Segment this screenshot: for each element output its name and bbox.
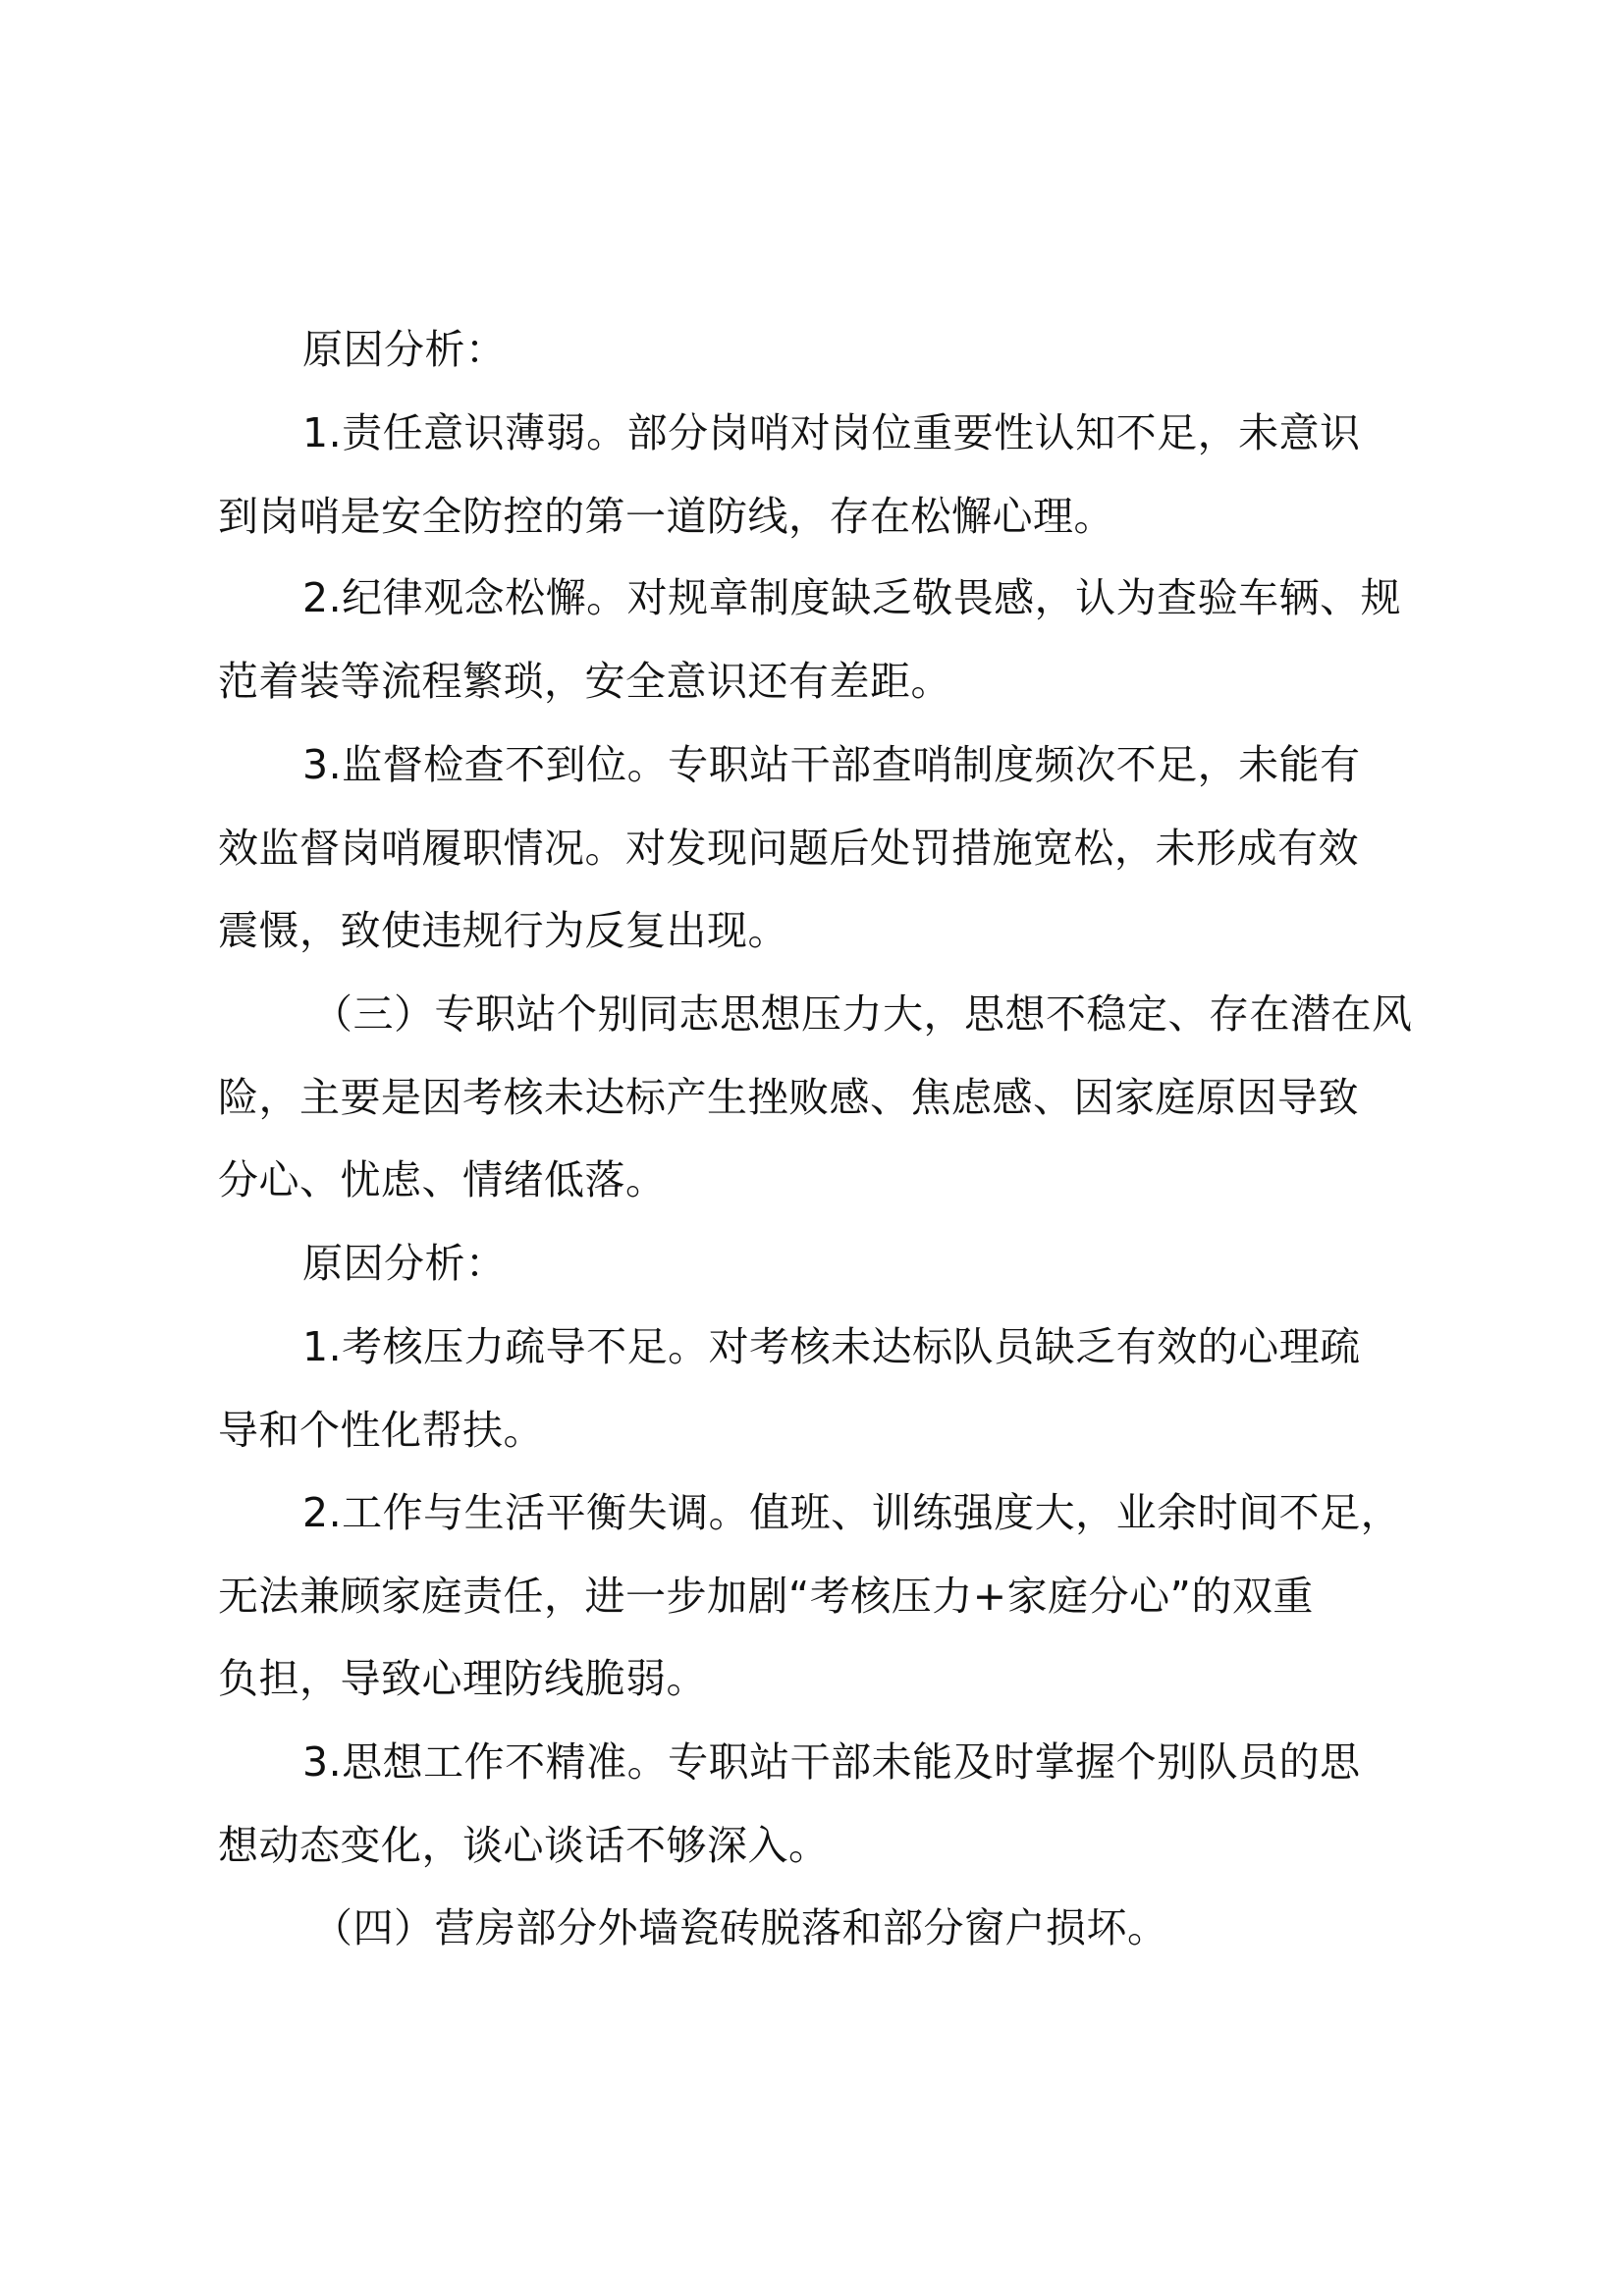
paragraph-line: 1.责任意识薄弱。部分岗哨对岗位重要性认知不足，未意识 [302,409,1361,456]
paragraph-line: 3.监督检查不到位。专职站干部查哨制度频次不足，未能有 [302,741,1361,788]
paragraph-line: 2.纪律观念松懈。对规章制度缺乏敬畏感，认为查验车辆、规 [302,574,1402,621]
paragraph-line: 导和个性化帮扶。 [218,1407,544,1454]
paragraph-line: 2.工作与生活平衡失调。值班、训练强度大，业余时间不足， [302,1489,1402,1536]
paragraph-line: 无法兼顾家庭责任，进一步加剧“考核压力+家庭分心”的双重 [218,1573,1314,1620]
heading-cause-analysis-2: 原因分析： [302,1240,507,1287]
paragraph-line: 震慑，致使违规行为反复出现。 [218,907,788,954]
heading-cause-analysis-1: 原因分析： [302,326,507,373]
paragraph-line: 险，主要是因考核未达标产生挫败感、焦虑感、因家庭原因导致 [218,1074,1359,1121]
paragraph-line: 效监督岗哨履职情况。对发现问题后处罚措施宽松，未形成有效 [218,825,1359,872]
paragraph-line: 1.考核压力疏导不足。对考核未达标队员缺乏有效的心理疏 [302,1323,1361,1370]
section-heading-3: （三）专职站个别同志思想压力大，思想不稳定、存在潜在风 [312,990,1413,1038]
section-heading-4: （四）营房部分外墙瓷砖脱落和部分窗户损坏。 [312,1904,1168,1951]
paragraph-line: 分心、忧虑、情绪低落。 [218,1156,667,1203]
paragraph-line: 负担，导致心理防线脆弱。 [218,1655,707,1702]
paragraph-line: 3.思想工作不精准。专职站干部未能及时掌握个别队员的思 [302,1738,1361,1786]
paragraph-line: 范着装等流程繁琐，安全意识还有差距。 [218,658,951,705]
paragraph-line: 想动态变化，谈心谈话不够深入。 [218,1822,830,1869]
paragraph-line: 到岗哨是安全防控的第一道防线，存在松懈心理。 [218,493,1114,540]
